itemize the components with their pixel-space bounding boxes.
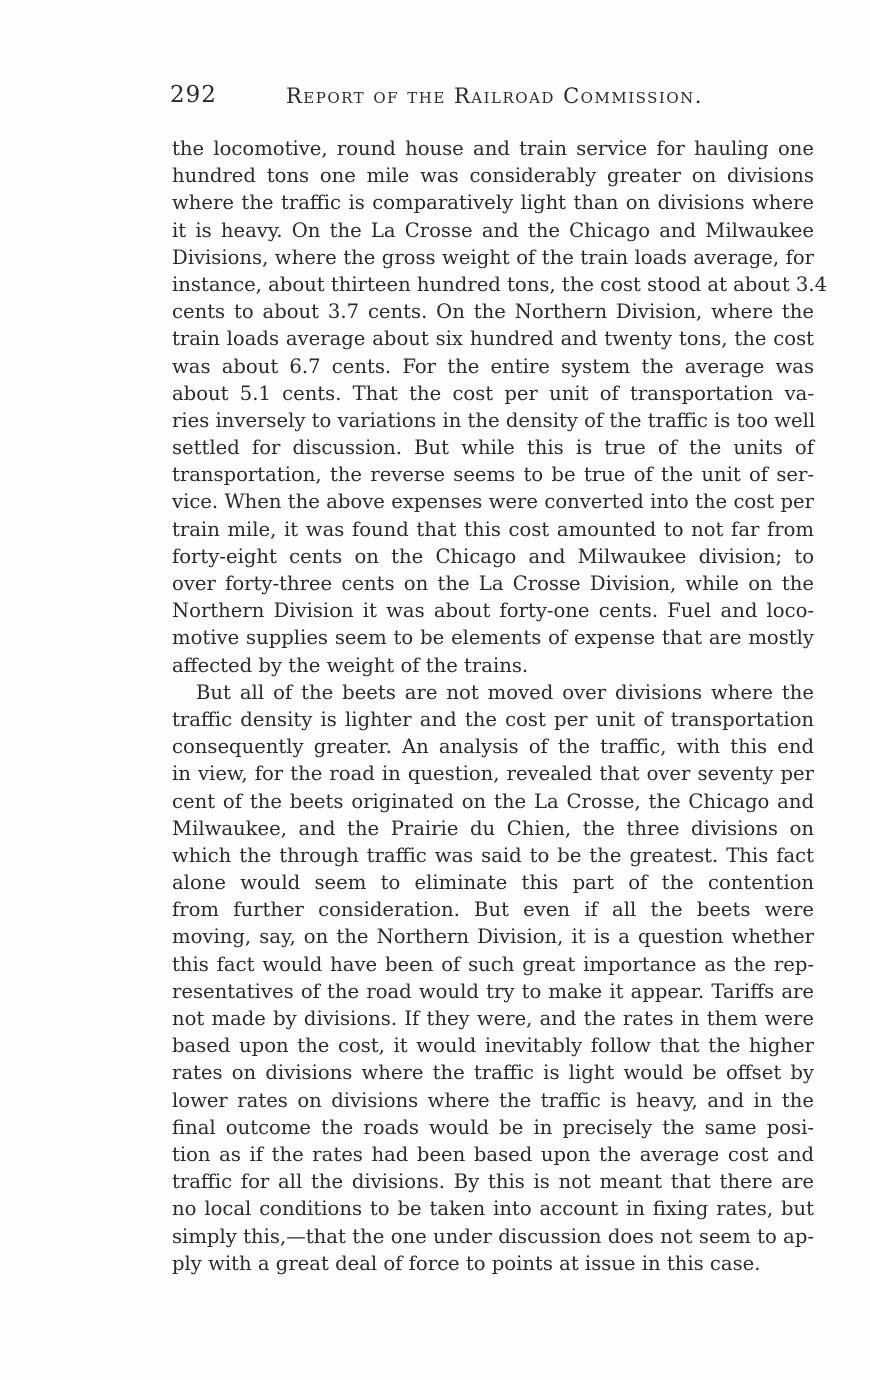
text-line: simply this,—that the one under discussion does not seem to ap- — [172, 1224, 814, 1248]
text-line: the locomotive, round house and train service for hauling one — [172, 137, 814, 160]
text-line: moving, say, on the Northern Division, it is a question whether — [172, 925, 814, 949]
text-line: rates on divisions where the traffic is light would be offset by — [172, 1061, 814, 1085]
paragraph — [172, 135, 828, 679]
text-line: not made by divisions. If they were, and the rates in them were — [172, 1007, 814, 1030]
text-line: over forty-three cents on the La Crosse Division, while on the — [172, 572, 814, 595]
text-line: which the through traffic was said to be the greatest. This fact — [172, 843, 814, 867]
paragraph — [172, 679, 814, 1277]
text-line: tion as if the rates had been based upon the average cost and — [172, 1142, 814, 1166]
text-line: train loads average about six hundred and twenty tons, the cost — [172, 327, 814, 351]
text-line: Milwaukee, and the Prairie du Chien, the three divisions on — [172, 816, 814, 840]
text-line: consequently greater. An analysis of the traffic, with this end — [172, 735, 814, 759]
text-line: train mile, it was found that this cost amounted to not far from — [172, 517, 814, 541]
text-line: Northern Division it was about forty-one cents. Fuel and loco- — [172, 599, 814, 623]
text-line: about 5.1 cents. That the cost per unit of transportation va- — [172, 381, 814, 405]
text-line: traffic for all the divisions. By this is not meant that there are — [172, 1170, 814, 1194]
text-line: ries inversely to variations in the density of the traffic is too well — [172, 408, 816, 432]
text-line: traffic density is lighter and the cost per unit of transportation — [172, 707, 814, 731]
text-line: it is heavy. On the La Crosse and the Chicago and Milwaukee — [172, 218, 814, 242]
text-line: ply with a great deal of force to points at issue in this case. — [172, 1251, 761, 1275]
text-line: in view, for the road in question, revealed that over seventy per — [172, 762, 814, 786]
text-line: But all of the beets are not moved over divisions where the — [196, 680, 814, 704]
text-line: was about 6.7 cents. For the entire system the average was — [172, 354, 814, 378]
text-line: affected by the weight of the trains. — [172, 653, 529, 677]
text-line: Divisions, where the gross weight of the train loads average, for — [172, 245, 814, 269]
page-header — [170, 82, 810, 118]
text-line: based upon the cost, it would inevitably follow that the higher — [172, 1034, 814, 1058]
text-line: final outcome the roads would be in precisely the same posi- — [172, 1115, 814, 1139]
text-line: no local conditions to be taken into account in fixing rates, but — [172, 1197, 814, 1221]
text-line: forty-eight cents on the Chicago and Milwaukee division; to — [172, 544, 814, 568]
text-line: this fact would have been of such great importance as the rep- — [172, 952, 814, 976]
text-line: alone would seem to eliminate this part of the contention — [172, 871, 814, 895]
text-line: instance, about thirteen hundred tons, the cost stood at about 3.4 — [172, 272, 828, 296]
text-line: transportation, the reverse seems to be true of the unit of ser- — [172, 463, 814, 487]
page-number: 292 — [170, 82, 217, 108]
text-line: cent of the beets originated on the La Crosse, the Chicago and — [172, 789, 814, 813]
text-line: lower rates on divisions where the traffic is heavy, and in the — [172, 1088, 814, 1112]
text-line: from further consideration. But even if all the beets were — [172, 898, 814, 922]
text-line: resentatives of the road would try to make it appear. Tariffs are — [172, 979, 814, 1003]
body-text — [172, 135, 828, 1277]
running-head: Report of the Railroad Commission. — [286, 84, 703, 108]
text-line: hundred tons one mile was considerably greater on divisions — [172, 164, 814, 188]
text-line: cents to about 3.7 cents. On the Northern Division, where the — [172, 300, 814, 324]
text-line: motive supplies seem to be elements of expense that are mostly — [172, 626, 814, 650]
text-line: where the traffic is comparatively light than on divisions where — [172, 191, 814, 215]
text-line: vice. When the above expenses were converted into the cost per — [172, 490, 814, 514]
text-line: settled for discussion. But while this is true of the units of — [172, 436, 814, 460]
